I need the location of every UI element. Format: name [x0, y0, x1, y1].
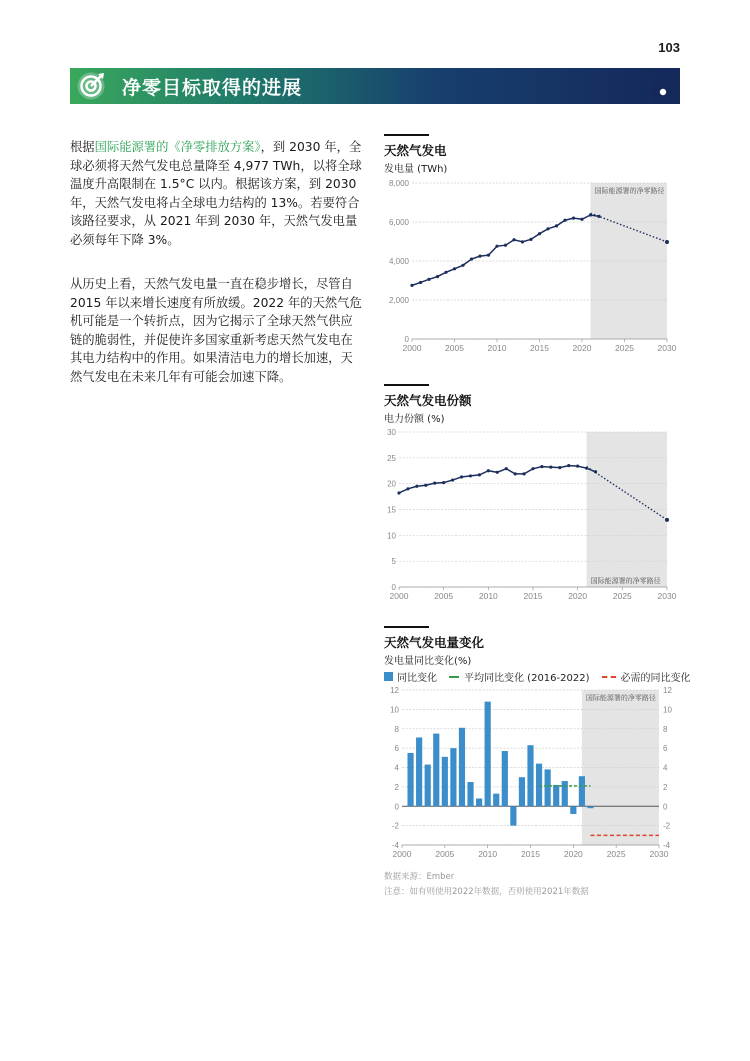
x-tick-label: 2020 [563, 849, 583, 859]
shade-label: 国际能源署的净零路径 [585, 695, 656, 702]
chart-subtitle: 发电量 (TWh) [384, 164, 448, 175]
y-tick-label: 8 [394, 724, 399, 734]
x-tick-label: 2020 [572, 343, 592, 353]
data-point [461, 264, 464, 267]
x-tick-label: 2010 [478, 849, 498, 859]
x-tick-label: 2015 [530, 343, 549, 353]
chart-subtitle: 电力份额 (%) [384, 414, 445, 425]
x-tick-label: 2025 [606, 849, 626, 859]
data-point [572, 217, 575, 220]
data-point [540, 465, 543, 468]
y-tick-label-right: 4 [663, 763, 668, 773]
change-chart-svg [384, 684, 680, 862]
x-tick-label: 2015 [523, 591, 543, 601]
bar [442, 757, 448, 806]
data-point [522, 472, 525, 475]
data-point [514, 472, 517, 475]
section-title: 净零目标取得的进展 [122, 77, 303, 99]
y-tick-label: 4,000 [388, 257, 409, 266]
y-tick-label: 0 [391, 583, 396, 592]
data-point [433, 482, 436, 485]
x-tick-label: 2025 [615, 343, 634, 353]
y-tick-label: 6,000 [388, 218, 409, 227]
x-tick-label: 2000 [392, 849, 412, 859]
shade-label: 国际能源署的净零路径 [594, 188, 665, 195]
data-point [424, 484, 427, 487]
y-tick-label: 15 [387, 505, 396, 515]
data-point [555, 224, 558, 227]
y-tick-label: -4 [391, 841, 399, 850]
legend-swatch-bar [384, 672, 393, 681]
chart-rule [384, 626, 429, 628]
y-tick-label-right: -2 [663, 821, 671, 831]
data-point [406, 487, 409, 490]
x-tick-label: 2000 [402, 343, 422, 353]
legend-required [602, 669, 691, 684]
data-point [580, 218, 583, 221]
chart-legend [384, 669, 703, 684]
bar [407, 753, 413, 806]
y-tick-label: 12 [390, 686, 399, 695]
y-tick-label-right: 6 [663, 744, 668, 754]
data-point [563, 219, 566, 222]
chart-share [384, 384, 472, 425]
y-tick-label: 5 [391, 557, 396, 567]
data-point [478, 473, 481, 476]
paragraph-history: 从历史上看，天然气发电量一直在稳步增长，尽管自 2015 年以来增长速度有所放缓。2022 年的天然气危机可能是一个转折点，因为它揭示了全球天然气供应链的脆弱性，并促使许多国家重新考虑天然气发电在其电力结构中的作用。如果清洁电力的增长加速，天然气发电在未来几年有可能会加速下降。 [70, 277, 362, 384]
y-tick-label: 10 [390, 705, 399, 715]
data-point [549, 466, 552, 469]
y-tick-label-right: 12 [663, 686, 672, 695]
y-tick-label: 0 [394, 802, 399, 812]
x-tick-label: 2005 [445, 343, 464, 353]
bar [545, 769, 551, 806]
bar [433, 734, 439, 807]
p1-body: ，到 2030 年，全球必须将天然气发电总量降至 4,977 TWh，以将全球温度升高限制在 1.5°C 以内。根据该方案，到 2030 年，天然气发电将占全球电力结构的 13%。若要符合该路径要求，从 2021 年到 2030 年，天然气发电量必须每年下降 3%。 [70, 140, 362, 247]
y-tick-label: 20 [387, 479, 396, 489]
data-point [521, 240, 524, 243]
y-tick-label: 4 [394, 763, 399, 773]
data-point [546, 227, 549, 230]
bar [502, 751, 508, 806]
y-tick-label: 2,000 [388, 296, 409, 305]
y-tick-label: 0 [404, 335, 409, 344]
legend-average [449, 669, 590, 684]
data-point [505, 467, 508, 470]
flame-icon [648, 72, 678, 102]
data-point [453, 267, 456, 270]
series-line [399, 466, 596, 493]
x-tick-label: 2030 [649, 849, 669, 859]
data-point [410, 284, 413, 287]
data-point [567, 464, 570, 467]
y-tick-label: 25 [387, 453, 396, 463]
x-tick-label: 2030 [657, 591, 677, 601]
bar [553, 785, 559, 806]
chart-generation [384, 134, 447, 175]
data-point [436, 275, 439, 278]
bar [536, 764, 542, 807]
legend-swatch-required [602, 676, 616, 678]
x-tick-label: 2005 [435, 849, 455, 859]
data-point [512, 238, 515, 241]
legend-bars [384, 669, 437, 684]
projection-endpoint [665, 518, 669, 522]
x-tick-label: 2010 [478, 591, 498, 601]
bar [587, 806, 593, 808]
bar [570, 806, 576, 814]
p1-lead: 根据 [70, 140, 95, 154]
bar [476, 799, 482, 807]
x-tick-label: 2015 [521, 849, 540, 859]
iea-scenario-link[interactable]: 国际能源署的《净零排放方案》 [94, 140, 261, 154]
chart-change [384, 626, 703, 684]
paragraph-net-zero-scenario [70, 138, 362, 249]
chart-rule [384, 134, 429, 136]
legend-label: 同比变化 [397, 673, 437, 684]
data-point [451, 478, 454, 481]
y-tick-label: -2 [391, 821, 399, 831]
data-point [487, 469, 490, 472]
y-tick-label: 6 [394, 744, 399, 754]
data-point [496, 471, 499, 474]
target-arrow-icon [76, 71, 106, 101]
bar [485, 702, 491, 807]
chart-rule [384, 384, 429, 386]
series-line [412, 215, 599, 285]
x-tick-label: 2000 [389, 591, 409, 601]
y-tick-label: 30 [387, 428, 396, 437]
x-tick-label: 2010 [487, 343, 507, 353]
page-number: 103 [658, 40, 680, 55]
data-point [397, 491, 400, 494]
bar [467, 782, 473, 806]
y-tick-label-right: -4 [663, 841, 671, 850]
chart-title: 天然气发电量变化 [384, 635, 485, 650]
bar [562, 781, 568, 806]
bar [519, 777, 525, 806]
data-point [495, 245, 498, 248]
chart-subtitle: 发电量同比变化(%) [384, 656, 472, 667]
x-tick-label: 2030 [657, 343, 677, 353]
share-chart-svg [384, 424, 680, 606]
bar [510, 806, 516, 825]
legend-label: 平均同比变化 (2016-2022) [464, 673, 590, 684]
data-point [419, 281, 422, 284]
data-point [531, 467, 534, 470]
data-point [576, 465, 579, 468]
data-point [487, 254, 490, 257]
data-point [529, 238, 532, 241]
bar [425, 765, 431, 807]
data-point [558, 466, 561, 469]
y-tick-label: 10 [387, 531, 396, 541]
chart-title: 天然气发电份额 [384, 393, 472, 408]
x-tick-label: 2005 [434, 591, 454, 601]
y-tick-label: 2 [394, 782, 399, 792]
section-banner [70, 68, 680, 104]
data-source: 数据来源：Ember [384, 872, 455, 882]
y-tick-label-right: 10 [663, 705, 672, 715]
generation-chart-svg [384, 176, 680, 358]
data-point [538, 232, 541, 235]
data-point [470, 257, 473, 260]
data-point [469, 474, 472, 477]
y-tick-label-right: 8 [663, 724, 668, 734]
data-note: 注意：如有则使用2022年数据，否则使用2021年数据 [384, 887, 589, 897]
legend-label: 必需的同比变化 [620, 673, 691, 684]
y-tick-label: 8,000 [388, 179, 409, 188]
data-point [415, 485, 418, 488]
bar [579, 776, 585, 806]
data-point [504, 244, 507, 247]
y-tick-label-right: 0 [663, 802, 668, 812]
x-tick-label: 2025 [612, 591, 632, 601]
chart-notes [384, 870, 589, 900]
projection-endpoint [665, 240, 669, 244]
bar [527, 745, 533, 806]
data-point [478, 255, 481, 258]
data-point [427, 278, 430, 281]
shade-label: 国际能源署的净零路径 [590, 578, 661, 585]
legend-swatch-average [449, 676, 459, 678]
y-tick-label-right: 2 [663, 782, 668, 792]
data-point [442, 481, 445, 484]
bar [459, 728, 465, 806]
bar [493, 794, 499, 807]
chart-title: 天然气发电 [384, 143, 447, 158]
data-point [444, 271, 447, 274]
data-point [460, 475, 463, 478]
bar [416, 737, 422, 806]
bar [450, 748, 456, 806]
x-tick-label: 2020 [568, 591, 588, 601]
